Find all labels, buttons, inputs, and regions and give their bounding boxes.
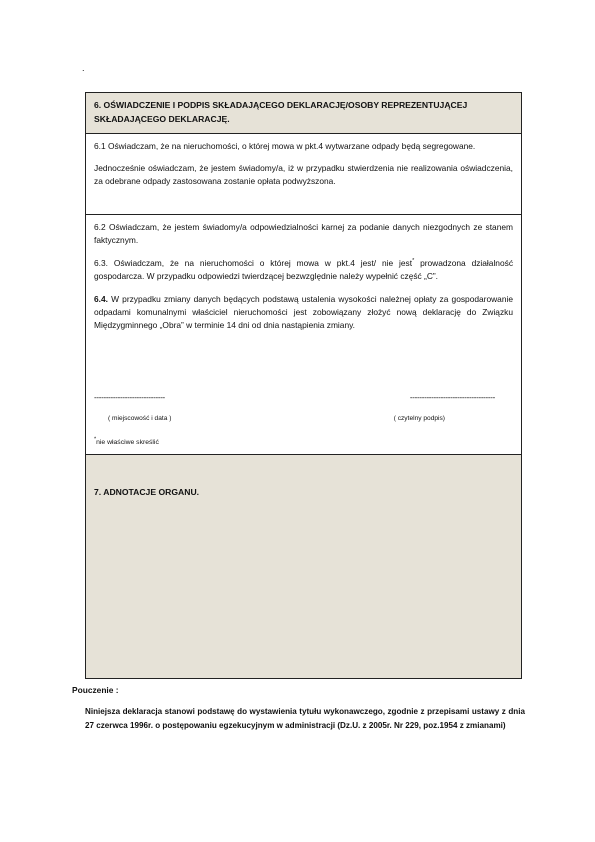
footnote — [94, 436, 159, 446]
statement-6-1-awareness: Jednocześnie oświadczam, że jestem świadomy/a, iż w przypadku stwierdzenia nie realizowania oświadczenia, za odebrane odpady zastosowana zostanie opłata podwyższona. — [94, 163, 513, 186]
signature-line[interactable]: ------------------------------------ — [409, 393, 495, 402]
footnote-asterisk: * — [94, 436, 97, 443]
statement-6-3 — [94, 257, 513, 283]
statement-6-2: 6.2 Oświadczam, że jestem świadomy/a odpowiedzialności karnej za podanie danych niezgodnych ze stanem faktycznym. — [94, 222, 513, 245]
statement-6-4 — [94, 293, 513, 332]
section-6-title: 6. OŚWIADCZENIE I PODPIS SKŁADAJĄCEGO DEKLARACJĘ/OSOBY REPREZENTUJĄCEJ SKŁADAJĄCEGO DEKLARACJĘ. — [86, 93, 521, 134]
statement-6-4-text: W przypadku zmiany danych będących podstawą ustalenia wysokości należnej opłaty za gospodarowanie odpadami komunalnymi właściciel nieruchomości jest zobowiązany złożyć nową deklarację do Związku Międzygminnego „Obra” w terminie 14 dni od dnia nastąpienia zmiany. — [94, 294, 513, 330]
footnote-text: nie właściwe skreślić — [96, 439, 159, 446]
place-date-caption: ( miejscowość i data ) — [108, 415, 172, 422]
top-mark: . — [82, 63, 85, 73]
asterisk-mark: * — [412, 258, 415, 265]
instruction-heading: Pouczenie : — [72, 685, 119, 695]
signature-caption: ( czytelny podpis) — [393, 415, 445, 422]
section-7-title: 7. ADNOTACJE ORGANU. — [94, 487, 200, 497]
section-6-1-block — [86, 134, 521, 215]
statement-6-3-pre: 6.3. Oświadczam, że na nieruchomości o której mowa w pkt.4 jest/ nie jest — [94, 258, 413, 268]
declaration-form — [85, 92, 522, 679]
place-date-line[interactable]: ------------------------------ — [94, 393, 165, 402]
section-7[interactable] — [86, 455, 521, 678]
signature-row — [94, 393, 513, 433]
statement-6-1: 6.1 Oświadczam, że na nieruchomości, o której mowa w pkt.4 wytwarzane odpady będą segregowane. — [94, 141, 476, 151]
statement-6-4-number: 6.4. — [94, 294, 108, 304]
instruction-text: Niniejsza deklaracja stanowi podstawę do wystawienia tytułu wykonawczego, zgodnie z przepisami ustawy z dnia 27 czerwca 1996r. o postępowaniu egzekucyjnym w administracji (Dz.U. z 2005r. Nr 229, poz.1954 z zmianami) — [85, 707, 525, 730]
statement-6-3-post: prowadzona działalność gospodarcza. W przypadku odpowiedzi twierdzącej bezwzględnie należy wypełnić część „C”. — [94, 258, 514, 281]
